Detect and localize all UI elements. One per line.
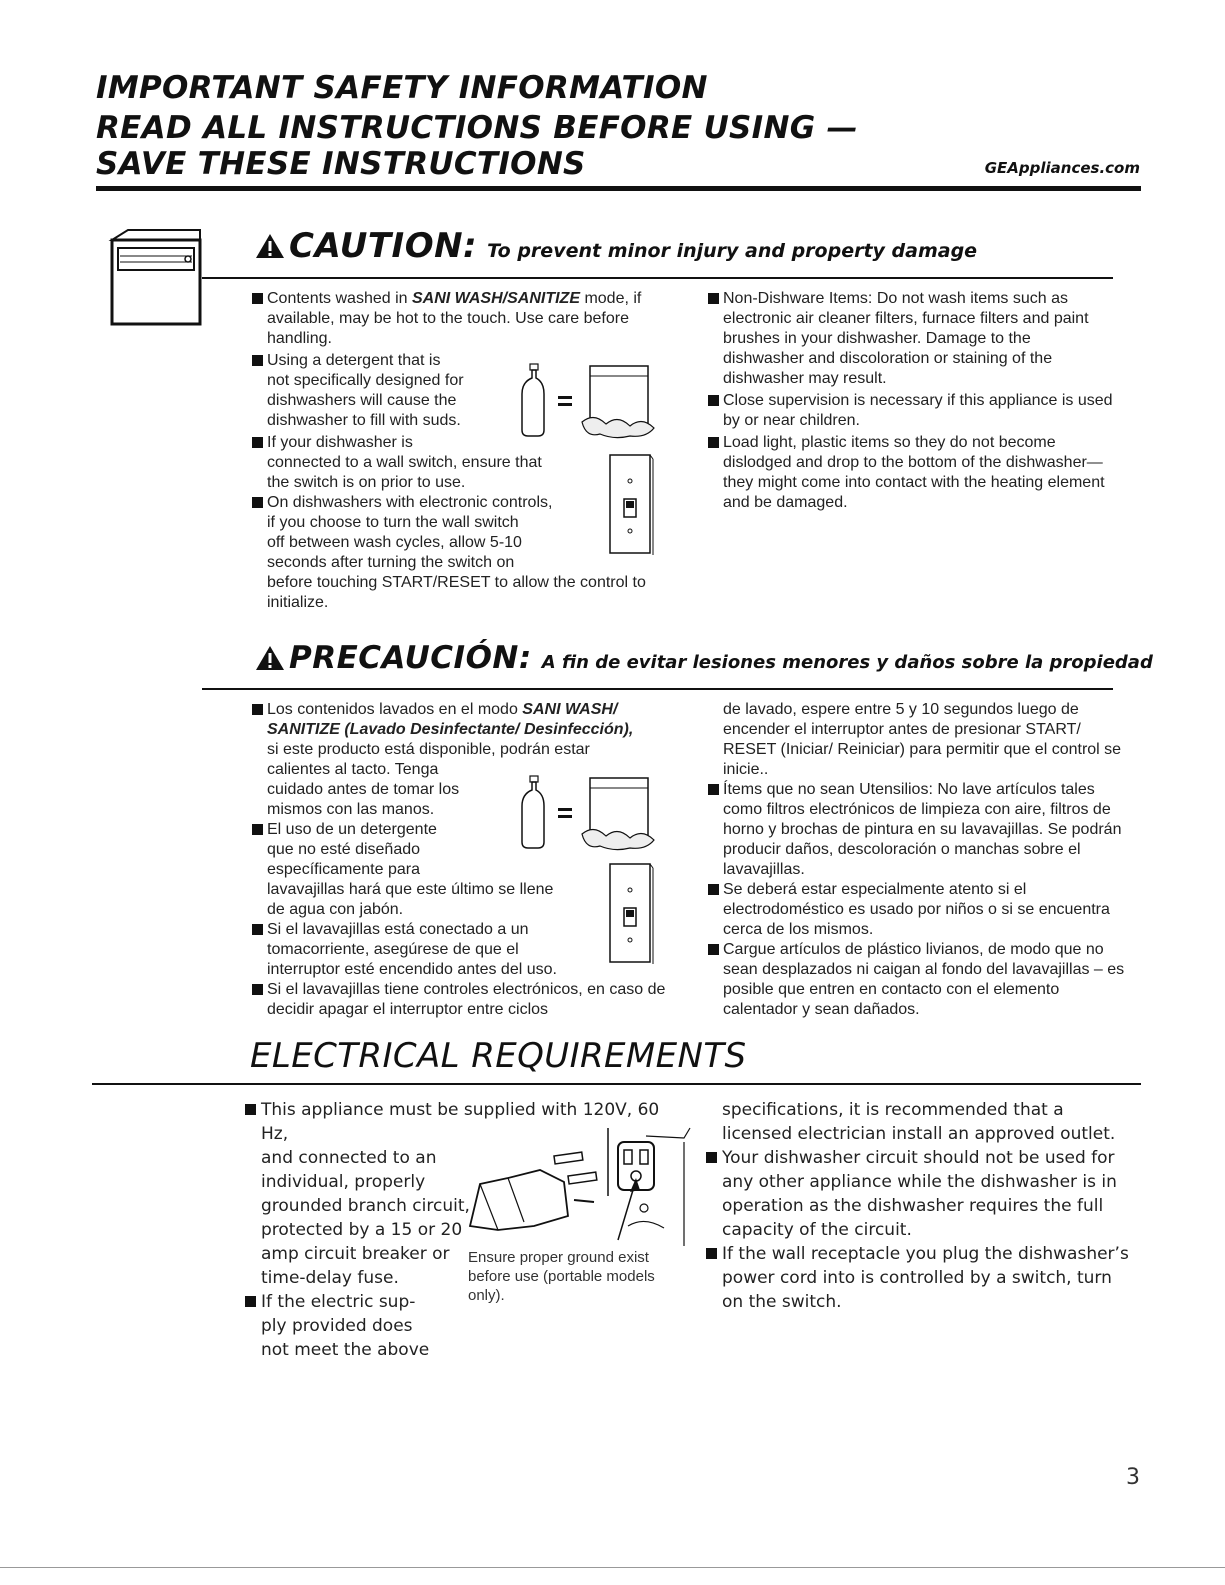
caution-bullet-supervision: Close supervision is necessary if this appliance is used by or near children. (708, 391, 1113, 431)
caution-bullet-electronic-controls: On dishwashers with electronic controls, if you choose to turn the wall switch off between wash cycles, allow 5-10 seconds after turning the switch on before touching START/RESET to allow the control to initialize. (252, 493, 682, 613)
grounded-plug-outlet-illustration (468, 1122, 693, 1248)
caution-bullet-wall-switch: If your dishwasher is connected to a wall switch, ensure that the switch is on prior to use. (252, 433, 682, 493)
caution-title: CAUTION: (289, 226, 478, 266)
electrical-bullet-dedicated-circuit: Your dishwasher circuit should not be used for any other appliance while the dishwasher is in operation as the dishwasher requires the full capacity of the circuit. (706, 1146, 1136, 1242)
page-bottom-rule (0, 1567, 1225, 1568)
header-rule (96, 186, 1141, 191)
precaucion-right-column (708, 700, 1138, 1020)
electrical-bullet-switched-receptacle: If the wall receptacle you plug the dishwasher’s power cord into is controlled by a switch, turn on the switch. (706, 1242, 1136, 1314)
precaucion-bullet-tomacorriente: Si el lavavajillas está conectado a un tomacorriente, asegúrese de que el interruptor esté encendido antes del uso. (252, 920, 672, 980)
precaucion-subtitle: A fin de evitar lesiones menores y daños sobre la propiedad (541, 652, 1153, 673)
electrical-continuation: specifications, it is recommended that a licensed electrician install an approved outlet. (722, 1100, 1116, 1144)
precaucion-left-column (252, 700, 672, 1020)
dishwasher-icon (108, 226, 204, 328)
precaucion-bullet-items: Ítems que no sean Utensilios: No lave artículos tales como filtros electrónicos de limpieza con aire, filtros de horno y brochas de pintura en su lavavajillas. Se podrán producir daños, descoloración o manchas sobre el lavavajillas. (708, 780, 1138, 880)
caution-left-column (252, 289, 682, 613)
electrical-bullet-supply-mismatch: If the electric sup- ply provided does not meet the above (245, 1290, 685, 1362)
plug-illustration-caption: Ensure proper ground exist before use (portable models only). (468, 1249, 655, 1304)
electrical-bullet-supply: This appliance must be supplied with 120V, 60 Hz, and connected to an individual, properly grounded branch circuit, protected by a 15 or 20 amp circuit breaker or time-delay fuse. (245, 1098, 685, 1290)
caution-right-column (708, 289, 1113, 513)
caution-bullet-detergent: Using a detergent that is not specifically designed for dishwashers will cause the dishwasher to fill with suds. (252, 351, 682, 431)
detergent-suds-illustration (518, 360, 658, 442)
header-title-line-3: SAVE THESE INSTRUCTIONS (96, 146, 586, 182)
precaucion-bullet-detergente: El uso de un detergente que no esté diseñado específicamente para lavavajillas hará que este último se llene de agua con jabón. (252, 820, 672, 920)
warning-triangle-icon (255, 645, 285, 671)
header-title-line-1: IMPORTANT SAFETY INFORMATION (96, 70, 708, 106)
electrical-requirements-heading: ELECTRICAL REQUIREMENTS (250, 1036, 747, 1076)
precaucion-heading (255, 640, 1153, 676)
precaucion-rule (202, 688, 1113, 690)
precaucion-continuation: de lavado, espere entre 5 y 10 segundos luego de encender el interruptor antes de presionar START/ RESET (Iniciar/ Reiniciar) para permitir que el control se inicie.. (723, 701, 1122, 778)
caution-heading (255, 226, 977, 266)
wall-switch-illustration (608, 453, 654, 557)
wall-switch-illustration (608, 862, 654, 966)
precaucion-bullet-sani-wash: Los contenidos lavados en el modo SANI WASH/ SANITIZE (Lavado Desinfectante/ Desinfección), si este producto está disponible, podrán estar calientes al tacto. Tenga cuidado antes de tomar los mismos con las manos. (252, 700, 672, 820)
page-number: 3 (1126, 1465, 1140, 1490)
electrical-rule (92, 1083, 1141, 1085)
precaucion-bullet-controles: Si el lavavajillas tiene controles electrónicos, en caso de decidir apagar el interruptor entre ciclos (252, 980, 672, 1020)
website-url: GEAppliances.com (984, 159, 1140, 177)
header-title-line-2: READ ALL INSTRUCTIONS BEFORE USING — (96, 110, 858, 146)
detergent-suds-illustration (518, 772, 658, 854)
caution-subtitle: To prevent minor injury and property damage (487, 240, 978, 262)
caution-rule (202, 277, 1113, 279)
precaucion-title: PRECAUCIÓN: (289, 640, 532, 676)
caution-bullet-sani-wash: Contents washed in SANI WASH/SANITIZE mode, if available, may be hot to the touch. Use care before handling. (252, 289, 682, 349)
precaucion-bullet-supervision: Se deberá estar especialmente atento si el electrodoméstico es usado por niños o si se encuentra cerca de los mismos. (708, 880, 1138, 940)
warning-triangle-icon (255, 233, 285, 259)
caution-bullet-non-dishware: Non-Dishware Items: Do not wash items such as electronic air cleaner filters, furnace filters and paint brushes in your dishwasher. Damage to the dishwasher and discoloration or staining of the dishwasher may result. (708, 289, 1113, 389)
caution-bullet-light-plastic: Load light, plastic items so they do not become dislodged and drop to the bottom of the dishwasher—they might come into contact with the heating element and be damaged. (708, 433, 1113, 513)
electrical-right-column (706, 1098, 1136, 1314)
precaucion-bullet-plastico: Cargue artículos de plástico livianos, de modo que no sean desplazados ni caigan al fondo del lavavajillas – es posible que entren en contacto con el elemento calentador y sean dañados. (708, 940, 1138, 1020)
